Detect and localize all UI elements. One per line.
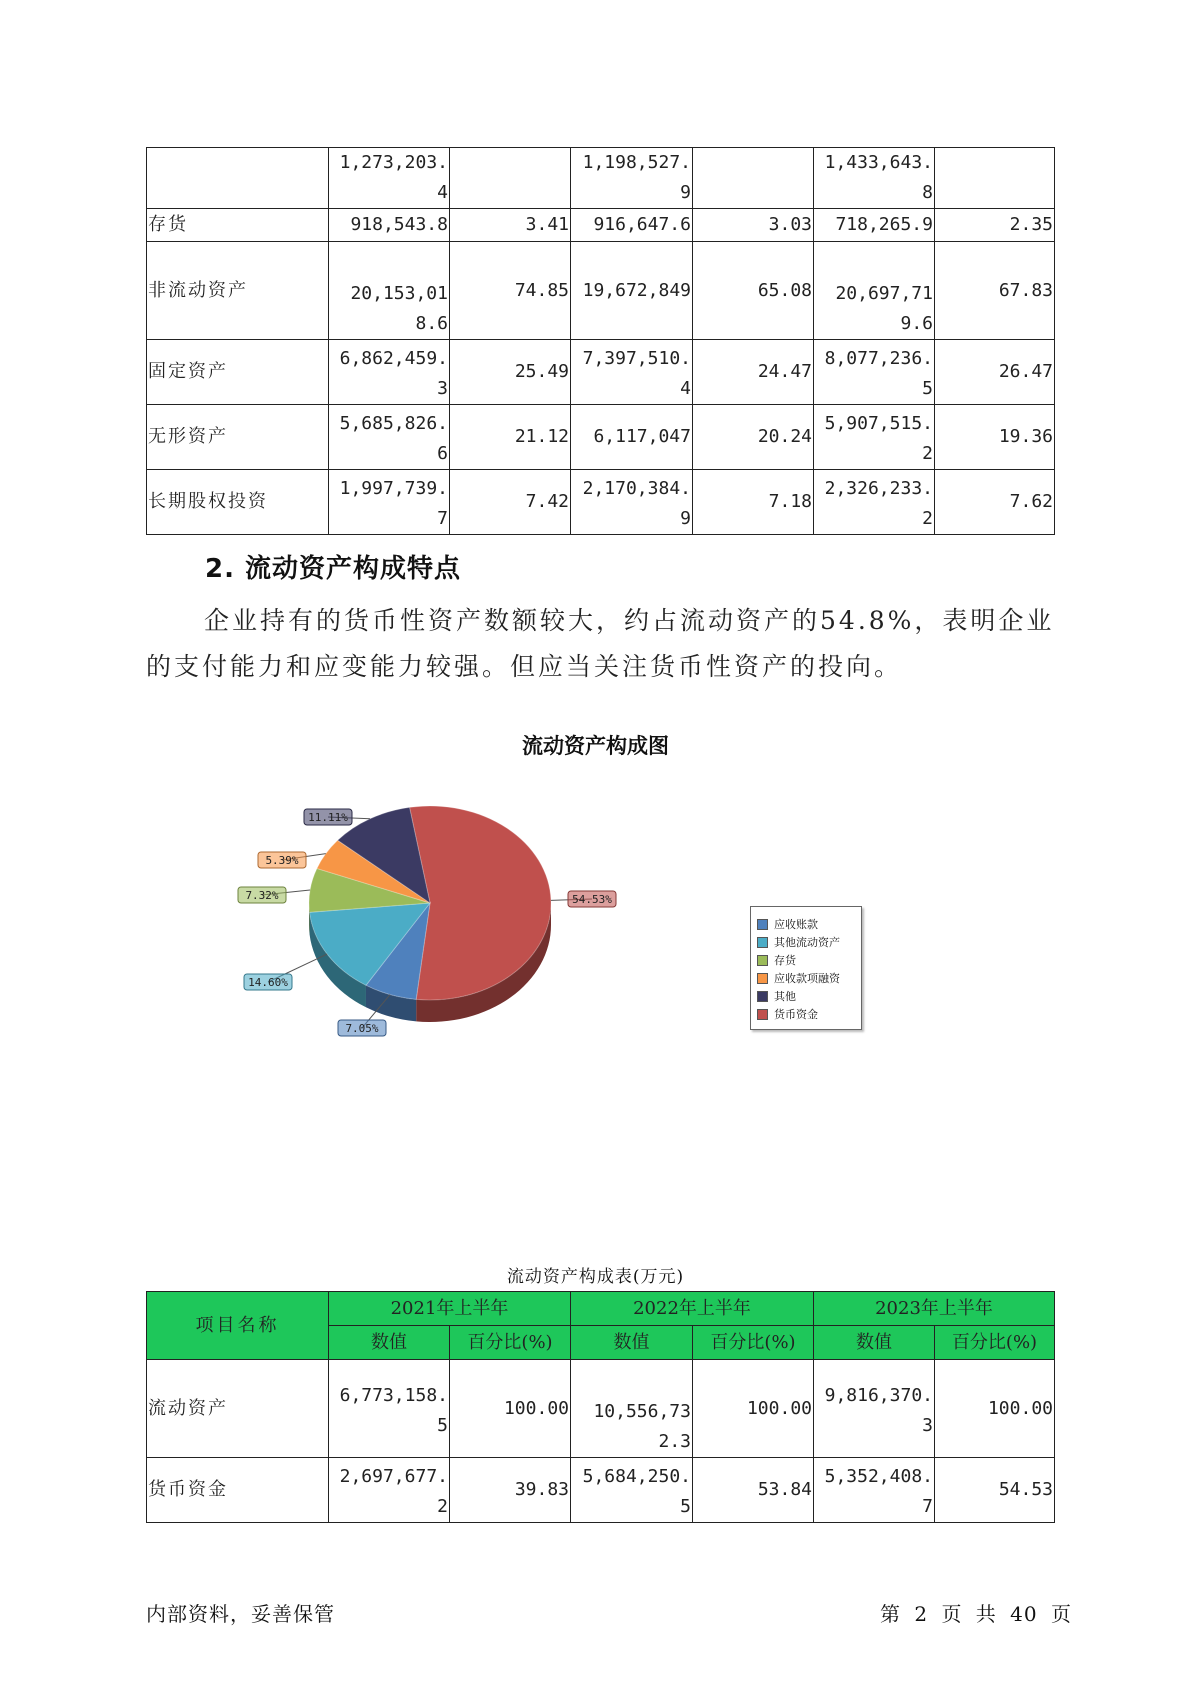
- legend-label: 应收账款: [774, 918, 818, 931]
- header-percent: 百分比(%): [935, 1326, 1055, 1360]
- header-value: 数值: [329, 1326, 450, 1360]
- cell-value: 718,265.9: [814, 209, 935, 242]
- chart-title: 流动资产构成图: [522, 734, 669, 758]
- cell-value: 3.41: [450, 209, 571, 242]
- legend-swatch: [757, 1009, 768, 1020]
- cell-value: 19,672,849: [571, 242, 693, 340]
- cell-value: 5,352,408.7: [814, 1458, 935, 1523]
- cell-value: 1,198,527.9: [571, 148, 693, 209]
- data-label: 54.53%: [572, 893, 612, 906]
- footer-note: 内部资料，妥善保管: [146, 1602, 335, 1626]
- legend-swatch: [757, 955, 768, 966]
- cell-value: 7.42: [450, 470, 571, 535]
- cell-value: 26.47: [935, 340, 1055, 405]
- cell-value: 10,556,732.3: [571, 1360, 693, 1458]
- legend-swatch: [757, 919, 768, 930]
- row-label: 货币资金: [147, 1458, 329, 1523]
- cell-value: 918,543.8: [329, 209, 450, 242]
- legend-label: 其他: [774, 990, 796, 1003]
- cell-value: 7,397,510.4: [571, 340, 693, 405]
- legend-label: 货币资金: [774, 1008, 818, 1021]
- header-value: 数值: [814, 1326, 935, 1360]
- cell-value: 9,816,370.3: [814, 1360, 935, 1458]
- data-label: 11.11%: [308, 811, 348, 824]
- header-year: 2023年上半年: [814, 1292, 1055, 1326]
- cell-value: 1,997,739.7: [329, 470, 450, 535]
- data-label: 14.60%: [248, 976, 288, 989]
- legend-item: [757, 951, 855, 969]
- legend-item: [757, 969, 855, 987]
- header-percent: 百分比(%): [450, 1326, 571, 1360]
- legend-swatch: [757, 991, 768, 1002]
- cell-value: 20,153,018.6: [329, 242, 450, 340]
- cell-value: 65.08: [693, 242, 814, 340]
- cell-value: 24.47: [693, 340, 814, 405]
- row-label: 长期股权投资: [147, 470, 329, 535]
- header-item-name: 项目名称: [147, 1292, 329, 1360]
- cell-value: 2,697,677.2: [329, 1458, 450, 1523]
- row-label: 无形资产: [147, 405, 329, 470]
- cell-value: 8,077,236.5: [814, 340, 935, 405]
- cell-value: 3.03: [693, 209, 814, 242]
- cell-value: 6,773,158.5: [329, 1360, 450, 1458]
- section-paragraph: 企业持有的货币性资产数额较大，约占流动资产的54.8%，表明企业的支付能力和应变能力较强。但应当关注货币性资产的投向。: [146, 606, 1055, 681]
- cell-value: 7.62: [935, 470, 1055, 535]
- section-heading: 2. 流动资产构成特点: [205, 554, 462, 584]
- cell-value: 25.49: [450, 340, 571, 405]
- header-value: 数值: [571, 1326, 693, 1360]
- cell-value: 67.83: [935, 242, 1055, 340]
- table-row: [147, 1458, 1055, 1523]
- cell-value: 5,684,250.5: [571, 1458, 693, 1523]
- legend-label: 应收款项融资: [774, 972, 840, 985]
- data-label: 5.39%: [265, 854, 299, 867]
- cell-value: 2,326,233.2: [814, 470, 935, 535]
- legend-swatch: [757, 973, 768, 984]
- row-label: 存货: [147, 209, 329, 242]
- cell-value: 21.12: [450, 405, 571, 470]
- cell-value: 100.00: [450, 1360, 571, 1458]
- current-assets-table: [146, 1291, 1055, 1523]
- cell-value: 5,685,826.6: [329, 405, 450, 470]
- cell-value: 1,273,203.4: [329, 148, 450, 209]
- header-year: 2021年上半年: [329, 1292, 571, 1326]
- data-label: 7.05%: [345, 1022, 379, 1035]
- row-label: 固定资产: [147, 340, 329, 405]
- legend-label: 其他流动资产: [774, 936, 840, 949]
- cell-value: 54.53: [935, 1458, 1055, 1523]
- cell-value: 916,647.6: [571, 209, 693, 242]
- cell-value: 2.35: [935, 209, 1055, 242]
- table-header-row: [147, 1292, 1055, 1326]
- legend-item: [757, 987, 855, 1005]
- legend-item: [757, 933, 855, 951]
- cell-value: 100.00: [935, 1360, 1055, 1458]
- cell-value: 7.18: [693, 470, 814, 535]
- page-number: 第 2 页 共 40 页: [880, 1602, 1072, 1626]
- cell-value: 6,117,047: [571, 405, 693, 470]
- legend-item: [757, 1005, 855, 1023]
- header-percent: 百分比(%): [693, 1326, 814, 1360]
- cell-value: 1,433,643.8: [814, 148, 935, 209]
- cell-value: 74.85: [450, 242, 571, 340]
- cell-value: 19.36: [935, 405, 1055, 470]
- row-label: 流动资产: [147, 1360, 329, 1458]
- chart-legend: [750, 906, 862, 1030]
- cell-value: 20.24: [693, 405, 814, 470]
- legend-swatch: [757, 937, 768, 948]
- header-year: 2022年上半年: [571, 1292, 814, 1326]
- cell-value: 2,170,384.9: [571, 470, 693, 535]
- cell-value: 53.84: [693, 1458, 814, 1523]
- table-row: [147, 1360, 1055, 1458]
- row-label: 非流动资产: [147, 242, 329, 340]
- table-caption: 流动资产构成表(万元): [506, 1267, 685, 1287]
- data-label: 7.32%: [245, 889, 279, 902]
- cell-value: 20,697,719.6: [814, 242, 935, 340]
- cell-value: 5,907,515.2: [814, 405, 935, 470]
- cell-value: 6,862,459.3: [329, 340, 450, 405]
- cell-value: 100.00: [693, 1360, 814, 1458]
- legend-label: 存货: [774, 954, 796, 967]
- cell-value: 39.83: [450, 1458, 571, 1523]
- legend-item: [757, 915, 855, 933]
